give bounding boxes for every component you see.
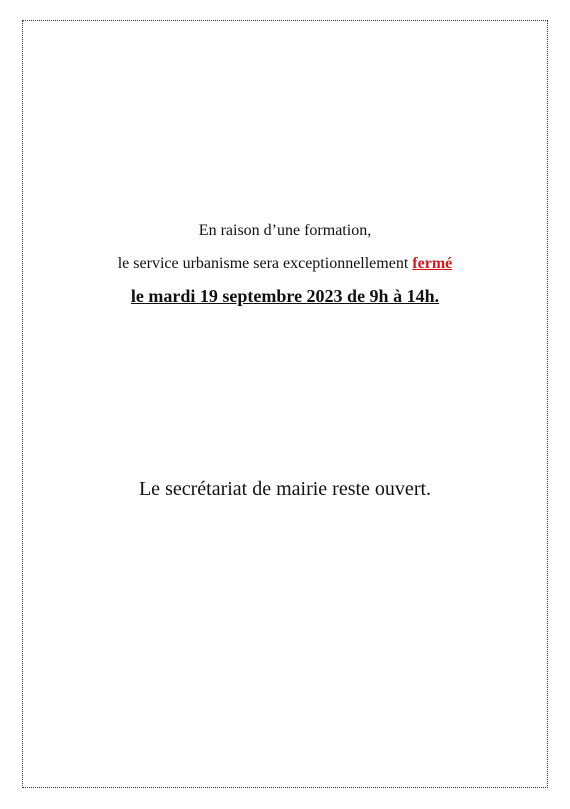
notice-reason-line: En raison d’une formation, bbox=[198, 222, 372, 239]
closure-date-line: le mardi 19 septembre 2023 de 9h à 14h. bbox=[130, 286, 440, 306]
closure-line-text: le service urbanisme sera exceptionnellement bbox=[117, 255, 413, 272]
closed-word: fermé bbox=[412, 255, 453, 272]
dotted-page-border bbox=[22, 20, 548, 788]
notice-closure-line bbox=[22, 255, 548, 273]
secretariat-open-line: Le secrétariat de mairie reste ouvert. bbox=[138, 478, 432, 500]
